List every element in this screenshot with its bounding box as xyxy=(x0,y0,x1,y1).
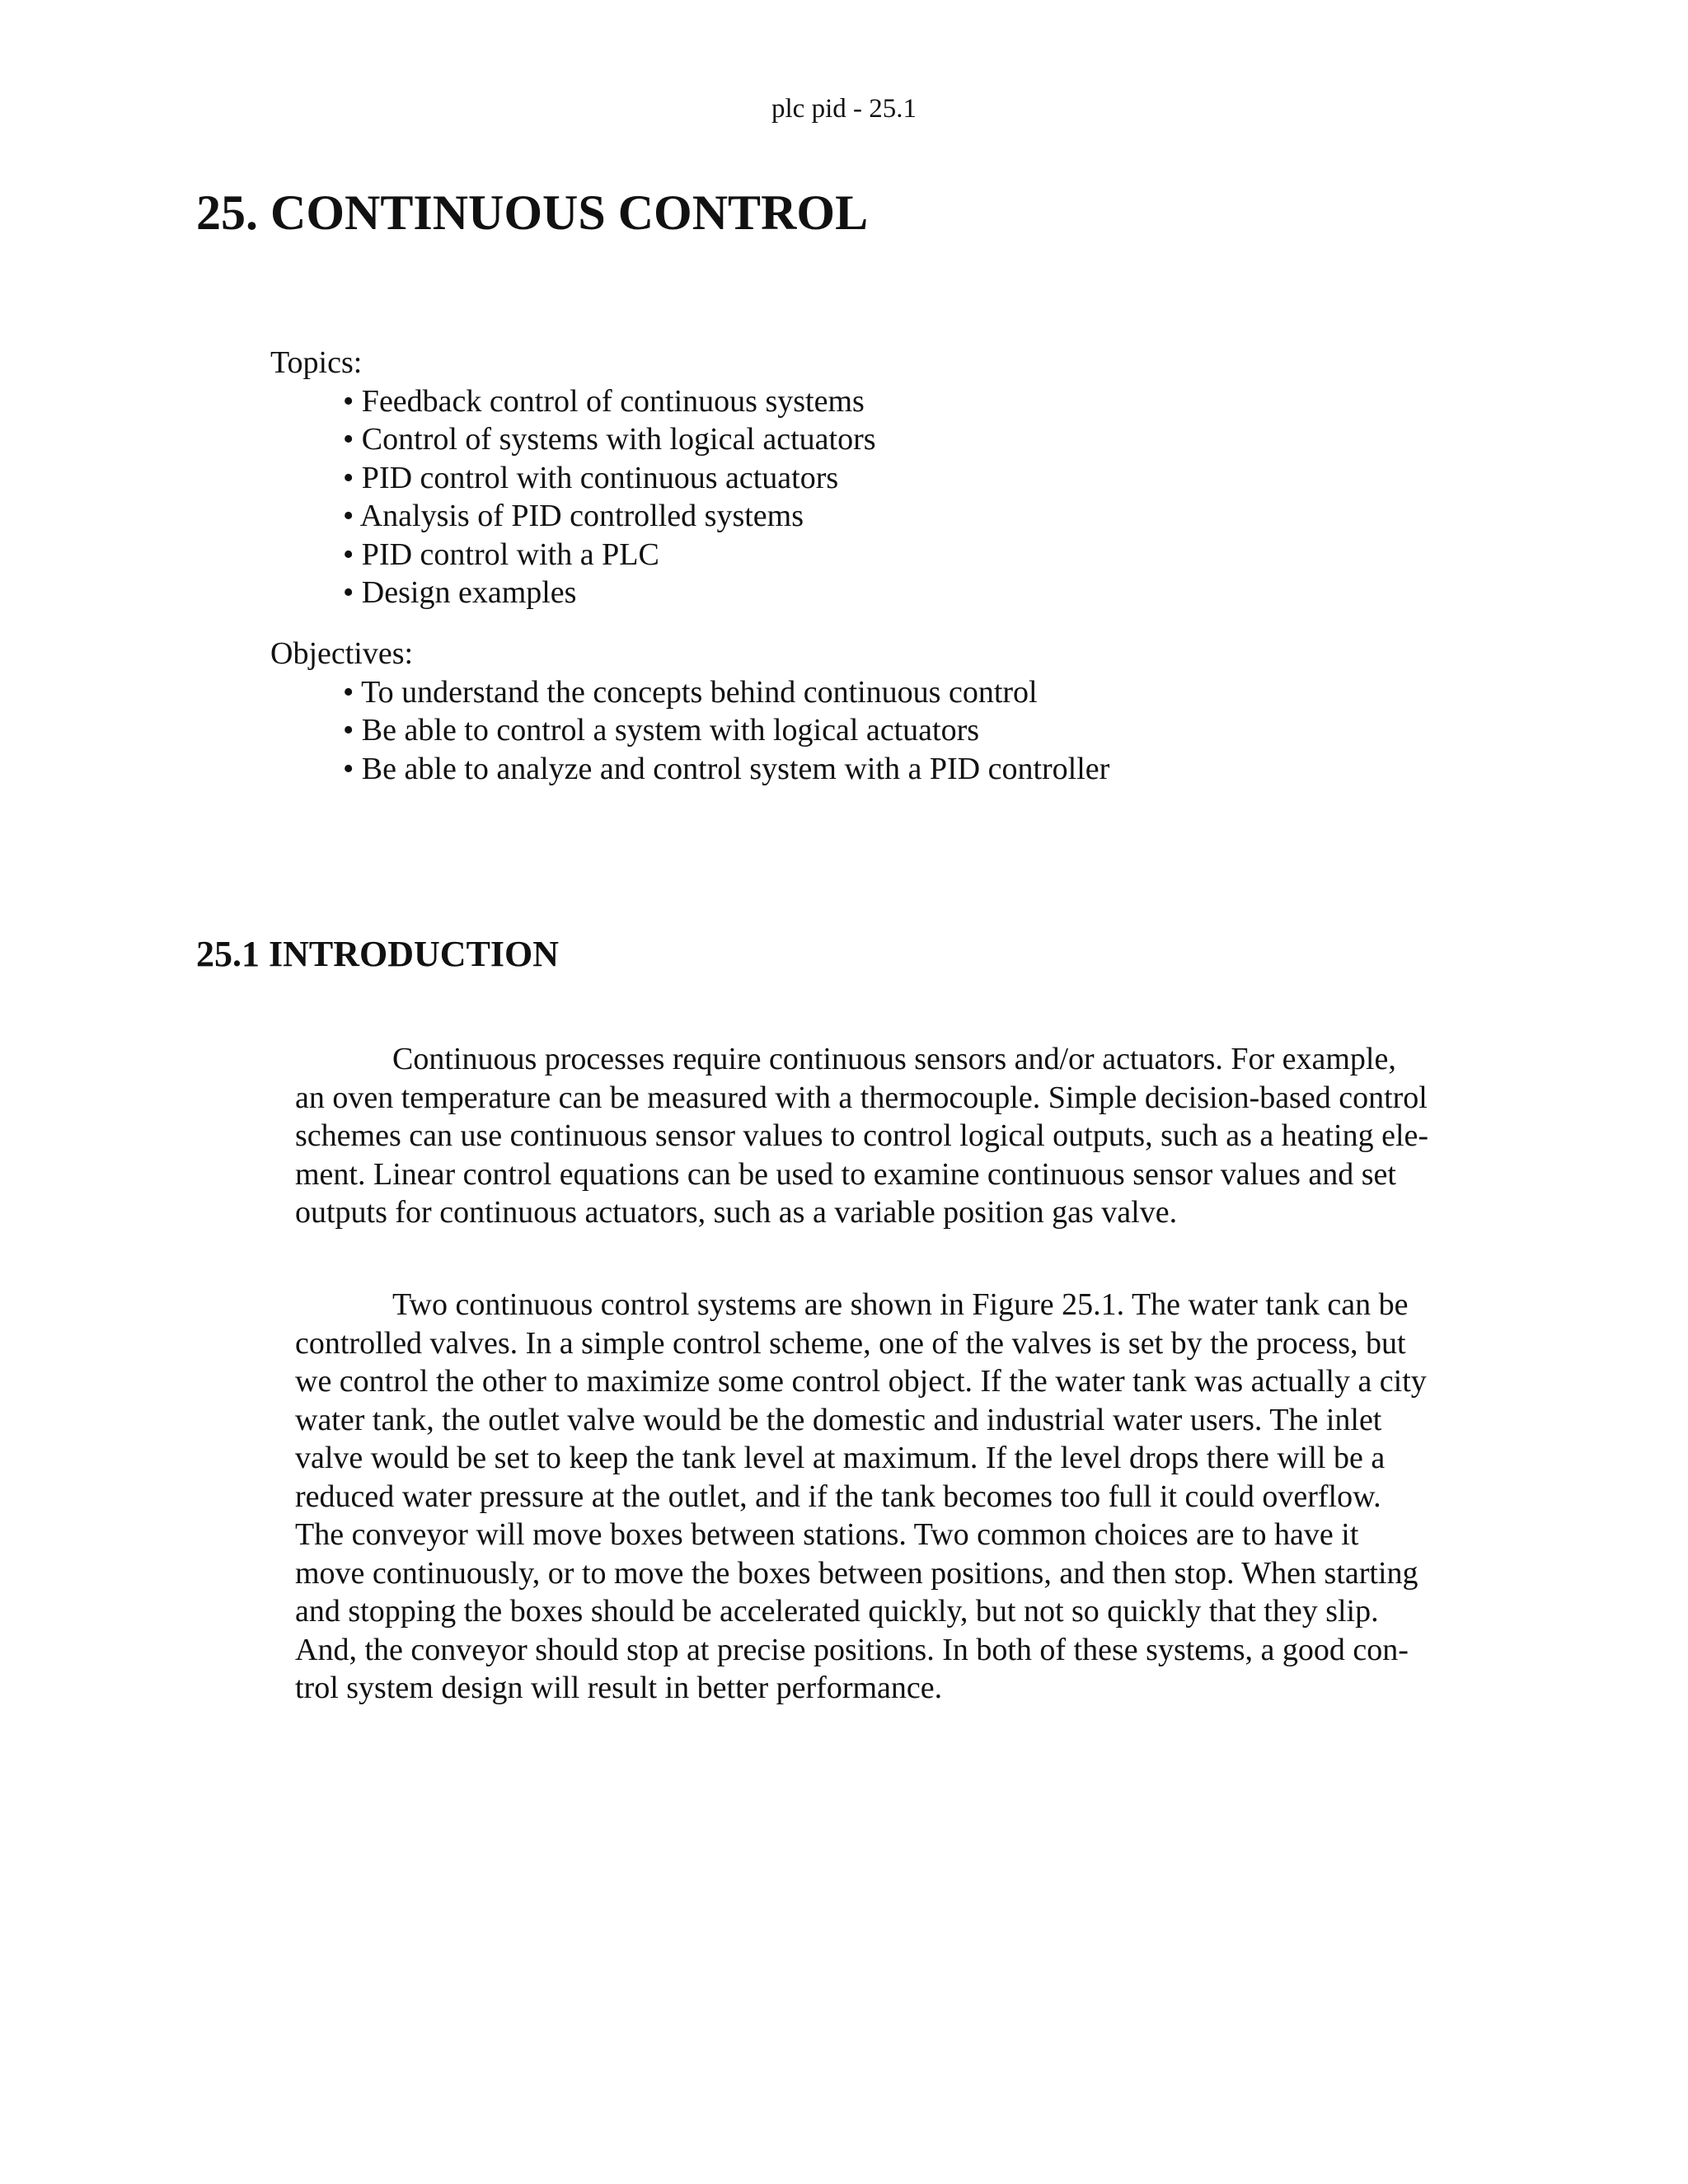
paragraph-line: outputs for continuous actuators, such as a variable position gas valve. xyxy=(295,1195,1178,1230)
paragraph-line: schemes can use continuous sensor values to control logical outputs, such as a heating ele- xyxy=(295,1118,1429,1153)
paragraph-line: And, the conveyor should stop at precise positions. In both of these systems, a good con- xyxy=(295,1632,1409,1667)
paragraph-intro-2 xyxy=(295,1286,1482,1708)
paragraph-line: Two continuous control systems are shown in Figure 25.1. The water tank can be xyxy=(392,1287,1409,1322)
objectives-list xyxy=(270,673,1109,789)
list-item: • Analysis of PID controlled systems xyxy=(343,499,804,533)
section-heading: 25.1 INTRODUCTION xyxy=(196,934,560,974)
objectives-label: Objectives: xyxy=(270,636,414,671)
paragraph-line: move continuously, or to move the boxes between positions, and then stop. When starting xyxy=(295,1555,1418,1591)
paragraph-line: we control the other to maximize some control object. If the water tank was actually a city xyxy=(295,1364,1427,1399)
topics-block xyxy=(270,344,876,612)
list-item: • PID control with continuous actuators xyxy=(343,460,839,495)
chapter-title: 25. CONTINUOUS CONTROL xyxy=(196,185,869,240)
paragraph-line: water tank, the outlet valve would be the domestic and industrial water users. The inlet xyxy=(295,1402,1382,1437)
paragraph-line: reduced water pressure at the outlet, and if the tank becomes too full it could overflow. xyxy=(295,1479,1381,1514)
list-item: • Be able to control a system with logical actuators xyxy=(343,713,980,748)
list-item: • PID control with a PLC xyxy=(343,537,659,572)
paragraph-line: trol system design will result in better performance. xyxy=(295,1671,943,1705)
paragraph-line: The conveyor will move boxes between stations. Two common choices are to have it xyxy=(295,1517,1359,1552)
paragraph-line: Continuous processes require continuous sensors and/or actuators. For example, xyxy=(392,1042,1396,1076)
paragraph-intro-1 xyxy=(295,1040,1482,1232)
paragraph-line: an oven temperature can be measured with a thermocouple. Simple decision-based control xyxy=(295,1080,1428,1115)
paragraph-line: controlled valves. In a simple control scheme, one of the valves is set by the process, but xyxy=(295,1325,1406,1361)
list-item: • Control of systems with logical actuators xyxy=(343,422,876,457)
paragraph-line: valve would be set to keep the tank level at maximum. If the level drops there will be a xyxy=(295,1441,1386,1475)
topics-label: Topics: xyxy=(270,345,363,380)
paragraph-line: ment. Linear control equations can be used to examine continuous sensor values and set xyxy=(295,1156,1396,1192)
objectives-block xyxy=(270,635,1109,788)
paragraph-line: and stopping the boxes should be accelerated quickly, but not so quickly that they slip. xyxy=(295,1594,1379,1629)
list-item: • Design examples xyxy=(343,575,577,610)
list-item: • Be able to analyze and control system with a PID controller xyxy=(343,751,1110,786)
topics-list xyxy=(270,382,876,612)
list-item: • Feedback control of continuous systems xyxy=(343,383,865,419)
running-header: plc pid - 25.1 xyxy=(771,94,917,124)
list-item: • To understand the concepts behind continuous control xyxy=(343,674,1038,710)
